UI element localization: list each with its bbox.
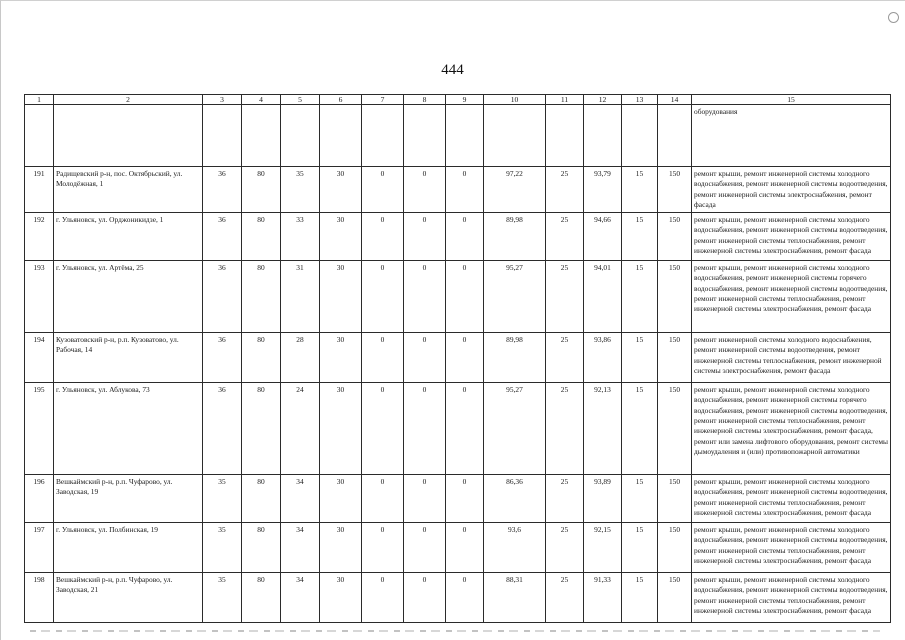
row-number: 191	[25, 167, 54, 213]
value-cell: 35	[203, 475, 242, 523]
cell	[242, 105, 281, 167]
address-cell: Вешкаймский р-н, р.п. Чуфарово, ул. Заводская, 19	[54, 475, 203, 523]
works-cell: ремонт крыши, ремонт инженерной системы холодного водоснабжения, ремонт инженерной системы горячего водоснабжения, ремонт инженерной системы водоотведения, ремонт инженерной системы теплоснабжения, ремонт инженерной системы электроснабжения, ремонт фасада, ремонт или замена лифтового оборудования, ремонт системы дымоудаления и (или) противопожарной автоматики	[692, 383, 891, 475]
value-cell: 89,98	[484, 333, 546, 383]
value-cell: 97,22	[484, 167, 546, 213]
value-cell: 0	[446, 573, 484, 623]
value-cell: 0	[404, 383, 446, 475]
column-number-10: 10	[484, 95, 546, 105]
value-cell: 24	[281, 383, 320, 475]
value-cell: 15	[622, 573, 658, 623]
value-cell: 36	[203, 383, 242, 475]
value-cell: 95,27	[484, 383, 546, 475]
value-cell: 15	[622, 383, 658, 475]
value-cell: 30	[320, 475, 362, 523]
value-cell: 94,66	[584, 213, 622, 261]
value-cell: 80	[242, 475, 281, 523]
value-cell: 15	[622, 333, 658, 383]
value-cell: 15	[622, 167, 658, 213]
value-cell: 0	[362, 213, 404, 261]
value-cell: 93,89	[584, 475, 622, 523]
column-number-3: 3	[203, 95, 242, 105]
value-cell: 30	[320, 213, 362, 261]
value-cell: 34	[281, 523, 320, 573]
table-row	[25, 167, 891, 213]
column-number-7: 7	[362, 95, 404, 105]
cell	[658, 105, 692, 167]
value-cell: 150	[658, 573, 692, 623]
value-cell: 0	[446, 167, 484, 213]
works-cell: оборудования	[692, 105, 891, 167]
value-cell: 33	[281, 213, 320, 261]
value-cell: 80	[242, 523, 281, 573]
cell	[484, 105, 546, 167]
value-cell: 30	[320, 383, 362, 475]
address-cell: Вешкаймский р-н, р.п. Чуфарово, ул. Заводская, 21	[54, 573, 203, 623]
value-cell: 35	[281, 167, 320, 213]
registry-table	[24, 94, 891, 623]
table-row	[25, 261, 891, 333]
value-cell: 80	[242, 383, 281, 475]
cell	[203, 105, 242, 167]
value-cell: 94,01	[584, 261, 622, 333]
row-number: 193	[25, 261, 54, 333]
value-cell: 0	[446, 383, 484, 475]
value-cell: 0	[446, 523, 484, 573]
cell	[281, 105, 320, 167]
cell	[446, 105, 484, 167]
value-cell: 30	[320, 167, 362, 213]
works-cell: ремонт крыши, ремонт инженерной системы холодного водоснабжения, ремонт инженерной системы горячего водоснабжения, ремонт инженерной системы водоотведения, ремонт инженерной системы теплоснабжения, ремонт инженерной системы электроснабжения, ремонт фасада	[692, 261, 891, 333]
works-cell: ремонт инженерной системы холодного водоснабжения, ремонт инженерной системы водоотведения, ремонт инженерной системы теплоснабжения, ремонт инженерной системы электроснабжения, ремонт фасада	[692, 333, 891, 383]
table-row	[25, 573, 891, 623]
column-number-14: 14	[658, 95, 692, 105]
value-cell: 25	[546, 475, 584, 523]
value-cell: 150	[658, 261, 692, 333]
row-number: 196	[25, 475, 54, 523]
cell	[25, 105, 54, 167]
value-cell: 0	[404, 167, 446, 213]
value-cell: 80	[242, 213, 281, 261]
column-number-12: 12	[584, 95, 622, 105]
value-cell: 93,86	[584, 333, 622, 383]
value-cell: 34	[281, 475, 320, 523]
column-number-8: 8	[404, 95, 446, 105]
column-number-4: 4	[242, 95, 281, 105]
value-cell: 0	[404, 475, 446, 523]
value-cell: 25	[546, 573, 584, 623]
value-cell: 0	[446, 213, 484, 261]
value-cell: 0	[362, 475, 404, 523]
address-cell: Кузоватовский р-н, р.п. Кузоватово, ул. Рабочая, 14	[54, 333, 203, 383]
value-cell: 150	[658, 475, 692, 523]
column-number-15: 15	[692, 95, 891, 105]
value-cell: 30	[320, 573, 362, 623]
table-row	[25, 475, 891, 523]
binder-hole-mark	[888, 12, 899, 23]
value-cell: 0	[362, 261, 404, 333]
cell	[54, 105, 203, 167]
cell	[622, 105, 658, 167]
value-cell: 0	[362, 383, 404, 475]
works-cell: ремонт крыши, ремонт инженерной системы холодного водоснабжения, ремонт инженерной системы водоотведения, ремонт инженерной системы теплоснабжения, ремонт инженерной системы электроснабжения, ремонт фасада	[692, 475, 891, 523]
column-number-5: 5	[281, 95, 320, 105]
value-cell: 0	[446, 333, 484, 383]
column-number-2: 2	[54, 95, 203, 105]
value-cell: 36	[203, 261, 242, 333]
page-number: 444	[441, 62, 464, 78]
value-cell: 35	[203, 573, 242, 623]
address-cell: г. Ульяновск, ул. Полбинская, 19	[54, 523, 203, 573]
row-number: 198	[25, 573, 54, 623]
continuation-row	[25, 105, 891, 167]
value-cell: 0	[404, 213, 446, 261]
value-cell: 80	[242, 167, 281, 213]
cell	[320, 105, 362, 167]
value-cell: 0	[446, 475, 484, 523]
value-cell: 30	[320, 333, 362, 383]
value-cell: 80	[242, 333, 281, 383]
value-cell: 25	[546, 333, 584, 383]
value-cell: 92,15	[584, 523, 622, 573]
row-number: 192	[25, 213, 54, 261]
value-cell: 0	[404, 523, 446, 573]
scan-edge-noise	[30, 630, 880, 632]
address-cell: г. Ульяновск, ул. Артёма, 25	[54, 261, 203, 333]
value-cell: 150	[658, 383, 692, 475]
value-cell: 150	[658, 333, 692, 383]
address-cell: г. Ульяновск, ул. Орджоникидзе, 1	[54, 213, 203, 261]
value-cell: 25	[546, 523, 584, 573]
value-cell: 0	[362, 523, 404, 573]
value-cell: 88,31	[484, 573, 546, 623]
value-cell: 30	[320, 523, 362, 573]
value-cell: 89,98	[484, 213, 546, 261]
address-cell: г. Ульяновск, ул. Аблукова, 73	[54, 383, 203, 475]
column-number-header	[25, 95, 891, 105]
cell	[362, 105, 404, 167]
works-cell: ремонт крыши, ремонт инженерной системы холодного водоснабжения, ремонт инженерной системы водоотведения, ремонт инженерной системы электроснабжения, ремонт фасада	[692, 167, 891, 213]
value-cell: 15	[622, 213, 658, 261]
value-cell: 34	[281, 573, 320, 623]
value-cell: 80	[242, 573, 281, 623]
value-cell: 36	[203, 167, 242, 213]
row-number: 197	[25, 523, 54, 573]
value-cell: 25	[546, 213, 584, 261]
value-cell: 30	[320, 261, 362, 333]
value-cell: 15	[622, 261, 658, 333]
value-cell: 35	[203, 523, 242, 573]
works-cell: ремонт крыши, ремонт инженерной системы холодного водоснабжения, ремонт инженерной системы водоотведения, ремонт инженерной системы теплоснабжения, ремонт инженерной системы электроснабжения, ремонт фасада	[692, 573, 891, 623]
header-row	[25, 95, 891, 105]
cell	[584, 105, 622, 167]
value-cell: 93,6	[484, 523, 546, 573]
value-cell: 91,33	[584, 573, 622, 623]
value-cell: 150	[658, 523, 692, 573]
value-cell: 36	[203, 333, 242, 383]
cell	[404, 105, 446, 167]
works-cell: ремонт крыши, ремонт инженерной системы холодного водоснабжения, ремонт инженерной системы водоотведения, ремонт инженерной системы теплоснабжения, ремонт инженерной системы электроснабжения, ремонт фасада	[692, 523, 891, 573]
value-cell: 0	[404, 261, 446, 333]
address-cell: Радищевский р-н, пос. Октябрьский, ул. Молодёжная, 1	[54, 167, 203, 213]
cell	[546, 105, 584, 167]
row-number: 195	[25, 383, 54, 475]
value-cell: 150	[658, 167, 692, 213]
table-row	[25, 523, 891, 573]
value-cell: 0	[404, 573, 446, 623]
value-cell: 28	[281, 333, 320, 383]
value-cell: 0	[362, 333, 404, 383]
value-cell: 150	[658, 213, 692, 261]
value-cell: 92,13	[584, 383, 622, 475]
value-cell: 0	[404, 333, 446, 383]
value-cell: 15	[622, 475, 658, 523]
column-number-13: 13	[622, 95, 658, 105]
value-cell: 86,36	[484, 475, 546, 523]
table-row	[25, 333, 891, 383]
value-cell: 36	[203, 213, 242, 261]
value-cell: 93,79	[584, 167, 622, 213]
column-number-6: 6	[320, 95, 362, 105]
value-cell: 25	[546, 383, 584, 475]
column-number-1: 1	[25, 95, 54, 105]
value-cell: 0	[362, 167, 404, 213]
value-cell: 0	[446, 261, 484, 333]
table-row	[25, 383, 891, 475]
column-number-9: 9	[446, 95, 484, 105]
value-cell: 25	[546, 261, 584, 333]
table-row	[25, 213, 891, 261]
row-number: 194	[25, 333, 54, 383]
value-cell: 80	[242, 261, 281, 333]
works-cell: ремонт крыши, ремонт инженерной системы холодного водоснабжения, ремонт инженерной системы водоотведения, ремонт инженерной системы теплоснабжения, ремонт инженерной системы электроснабжения, ремонт фасада	[692, 213, 891, 261]
value-cell: 95,27	[484, 261, 546, 333]
value-cell: 25	[546, 167, 584, 213]
value-cell: 0	[362, 573, 404, 623]
value-cell: 31	[281, 261, 320, 333]
value-cell: 15	[622, 523, 658, 573]
column-number-11: 11	[546, 95, 584, 105]
